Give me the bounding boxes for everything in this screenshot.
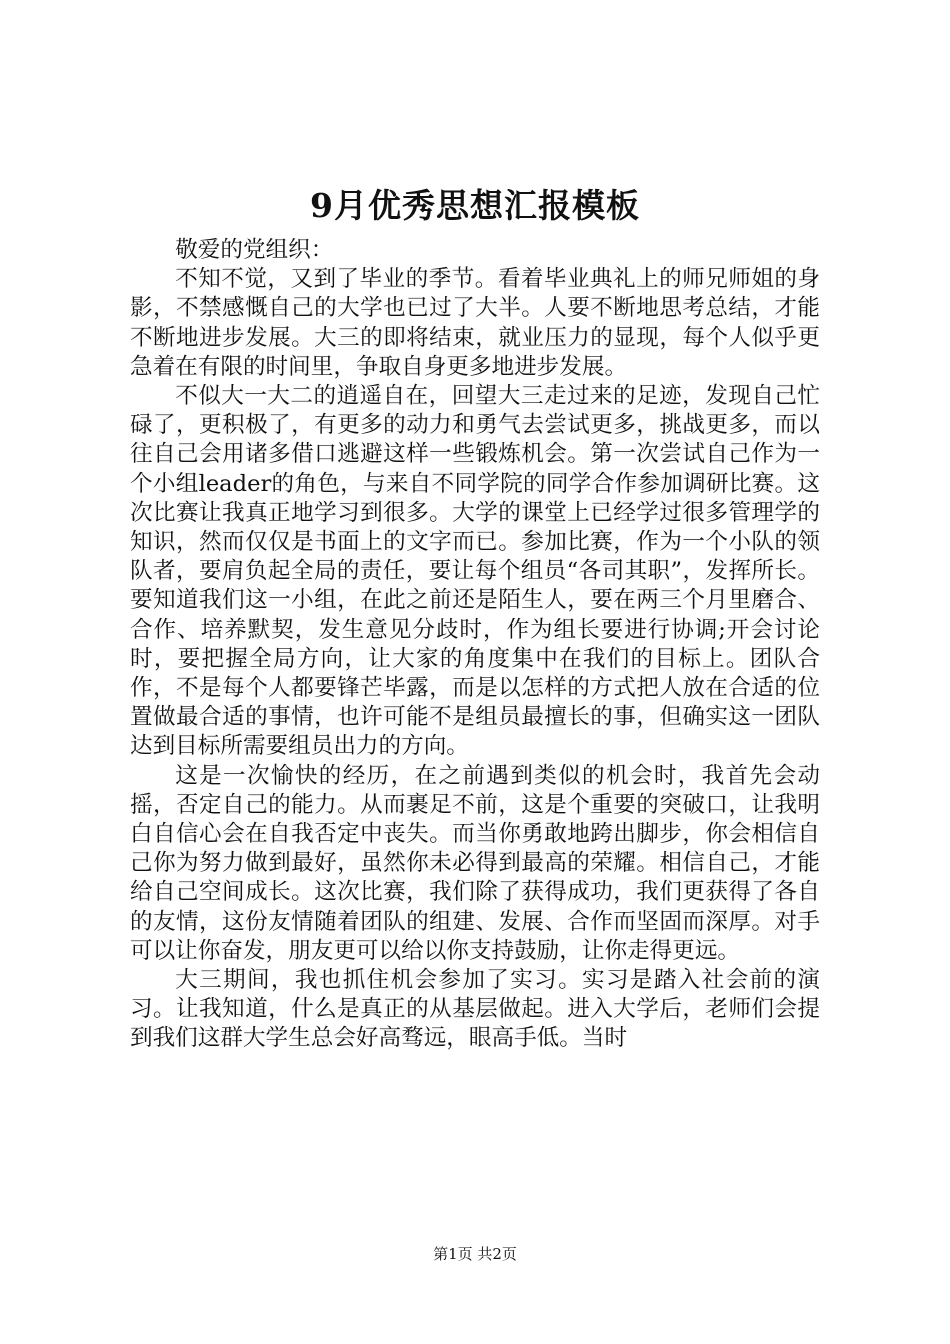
document-title: 9月优秀思想汇报模板	[310, 186, 640, 225]
page-number-footer: 第1页 共2页	[433, 1245, 517, 1263]
document-body	[130, 236, 820, 1054]
paragraph: 大三期间，我也抓住机会参加了实习。实习是踏入社会前的演习。让我知道，什么是真正的从基层做起。进入大学后，老师们会提到我们这群大学生总会好高骛远，眼高手低。当时	[130, 967, 820, 1052]
paragraph: 这是一次愉快的经历，在之前遇到类似的机会时，我首先会动摇，否定自己的能力。从而裹足不前，这是个重要的突破口，让我明白自信心会在自我否定中丧失。而当你勇敢地跨出脚步，你会相信自己你为努力做到最好，虽然你未必得到最高的荣耀。相信自己，才能给自己空间成长。这次比赛，我们除了获得成功，我们更获得了各自的友情，这份友情随着团队的组建、发展、合作而坚固而深厚。对手可以让你奋发，朋友更可以给以你支持鼓励，让你走得更远。	[130, 762, 820, 964]
salutation: 敬爱的党组织：	[175, 237, 334, 263]
paragraph: 不似大一大二的逍遥自在，回望大三走过来的足迹，发现自己忙碌了，更积极了，有更多的动力和勇气去尝试更多，挑战更多，而以往自己会用诸多借口逃避这样一些锻炼机会。第一次尝试自己作为一个小组leader的角色，与来自不同学院的同学合作参加调研比赛。这次比赛让我真正地学习到很多。大学的课堂上已经学过很多管理学的知识，然而仅仅是书面上的文字而已。参加比赛，作为一个小队的领队者，要肩负起全局的责任，要让每个组员“各司其职”，发挥所长。要知道我们这一小组，在此之前还是陌生人，要在两三个月里磨合、合作、培养默契，发生意见分歧时，作为组长要进行协调;开会讨论时，要把握全局方向，让大家的角度集中在我们的目标上。团队合作，不是每个人都要锋芒毕露，而是以怎样的方式把人放在合适的位置做最合适的事情，也许可能不是组员最擅长的事，但确实这一团队达到目标所需要组员出力的方向。	[130, 383, 820, 760]
paragraph: 不知不觉，又到了毕业的季节。看着毕业典礼上的师兄师姐的身影，不禁感慨自己的大学也已过了大半。人要不断地思考总结，才能不断地进步发展。大三的即将结束，就业压力的显现，每个人似乎更急着在有限的时间里，争取自身更多地进步发展。	[130, 266, 820, 380]
